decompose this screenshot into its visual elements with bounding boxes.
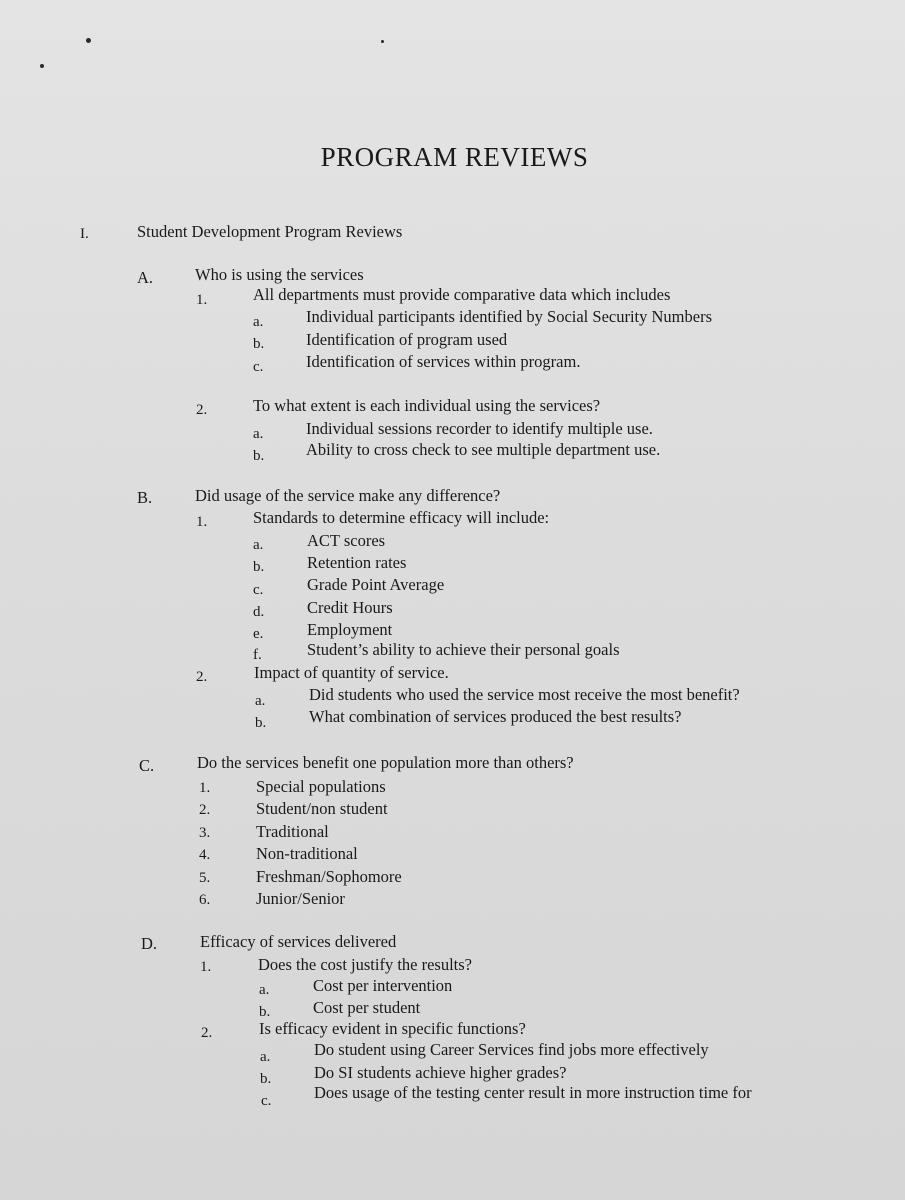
item-number: 4. [199, 847, 211, 863]
sub-letter: b. [259, 1004, 271, 1020]
sub-text: Identification of services within program. [306, 352, 581, 371]
section-heading: Student Development Program Reviews [137, 222, 403, 241]
sub-text: Individual participants identified by Social Security Numbers [306, 307, 712, 326]
sub-letter: d. [253, 604, 265, 620]
sub-text: Identification of program used [306, 330, 508, 349]
sub-text: Do student using Career Services find jobs more effectively [314, 1040, 709, 1059]
sub-text: ACT scores [307, 531, 386, 550]
part-letter: C. [139, 756, 155, 775]
part-letter: A. [137, 268, 154, 287]
sub-text: Does usage of the testing center result in more instruction time for [314, 1083, 752, 1102]
speck-mark [86, 38, 91, 43]
item-text: Special populations [256, 777, 386, 796]
sub-letter: a. [253, 314, 264, 330]
item-number: 1. [200, 959, 212, 975]
item-text: Impact of quantity of service. [254, 663, 449, 682]
sub-text: Individual sessions recorder to identify multiple use. [306, 419, 653, 438]
sub-letter: a. [253, 537, 264, 553]
item-text: All departments must provide comparative data which includes [253, 285, 671, 304]
sub-text: Cost per student [313, 998, 421, 1017]
sub-text: Student’s ability to achieve their personal goals [307, 640, 620, 659]
sub-letter: a. [259, 982, 270, 998]
item-text: To what extent is each individual using the services? [253, 396, 601, 415]
item-number: 5. [199, 870, 211, 886]
sub-letter: b. [253, 559, 265, 575]
sub-letter: a. [255, 693, 266, 709]
item-number: 6. [199, 892, 211, 908]
part-heading: Efficacy of services delivered [200, 932, 397, 951]
item-number: 2. [199, 802, 211, 818]
part-letter: D. [141, 934, 158, 953]
sub-letter: b. [253, 336, 265, 352]
sub-letter: b. [253, 448, 265, 464]
part-heading: Who is using the services [195, 265, 364, 284]
item-text: Standards to determine efficacy will include: [253, 508, 550, 527]
sub-letter: f. [253, 647, 262, 663]
part-heading: Do the services benefit one population more than others? [197, 753, 574, 772]
sub-text: Credit Hours [307, 598, 393, 617]
sub-letter: a. [260, 1049, 271, 1065]
sub-letter: b. [260, 1071, 272, 1087]
item-number: 2. [196, 669, 208, 685]
item-text: Is efficacy evident in specific functions? [259, 1019, 526, 1038]
page-title: PROGRAM REVIEWS [320, 142, 589, 172]
section-numeral: I. [80, 226, 89, 242]
sub-letter: a. [253, 426, 264, 442]
sub-letter: c. [253, 359, 264, 375]
sub-text: Did students who used the service most receive the most benefit? [309, 685, 740, 704]
item-text: Traditional [256, 822, 329, 841]
item-number: 1. [199, 780, 211, 796]
part-letter: B. [137, 488, 153, 507]
item-number: 2. [201, 1025, 213, 1041]
sub-text: Employment [307, 620, 393, 639]
item-number: 2. [196, 402, 208, 418]
speck-mark [40, 64, 44, 68]
item-text: Junior/Senior [256, 889, 345, 908]
sub-text: Cost per intervention [313, 976, 453, 995]
item-text: Non-traditional [256, 844, 358, 863]
item-number: 1. [196, 292, 208, 308]
speck-mark [381, 40, 384, 43]
sub-letter: c. [261, 1093, 272, 1109]
sub-text: Grade Point Average [307, 575, 445, 594]
item-text: Freshman/Sophomore [256, 867, 402, 886]
sub-text: Do SI students achieve higher grades? [314, 1063, 567, 1082]
sub-text: Retention rates [307, 553, 407, 572]
item-number: 1. [196, 514, 208, 530]
sub-letter: b. [255, 715, 267, 731]
item-text: Does the cost justify the results? [258, 955, 473, 974]
part-heading: Did usage of the service make any difference? [195, 486, 501, 505]
item-number: 3. [199, 825, 211, 841]
sub-letter: e. [253, 626, 264, 642]
sub-text: Ability to cross check to see multiple department use. [306, 440, 661, 459]
sub-text: What combination of services produced the best results? [309, 707, 682, 726]
sub-letter: c. [253, 582, 264, 598]
item-text: Student/non student [256, 799, 388, 818]
